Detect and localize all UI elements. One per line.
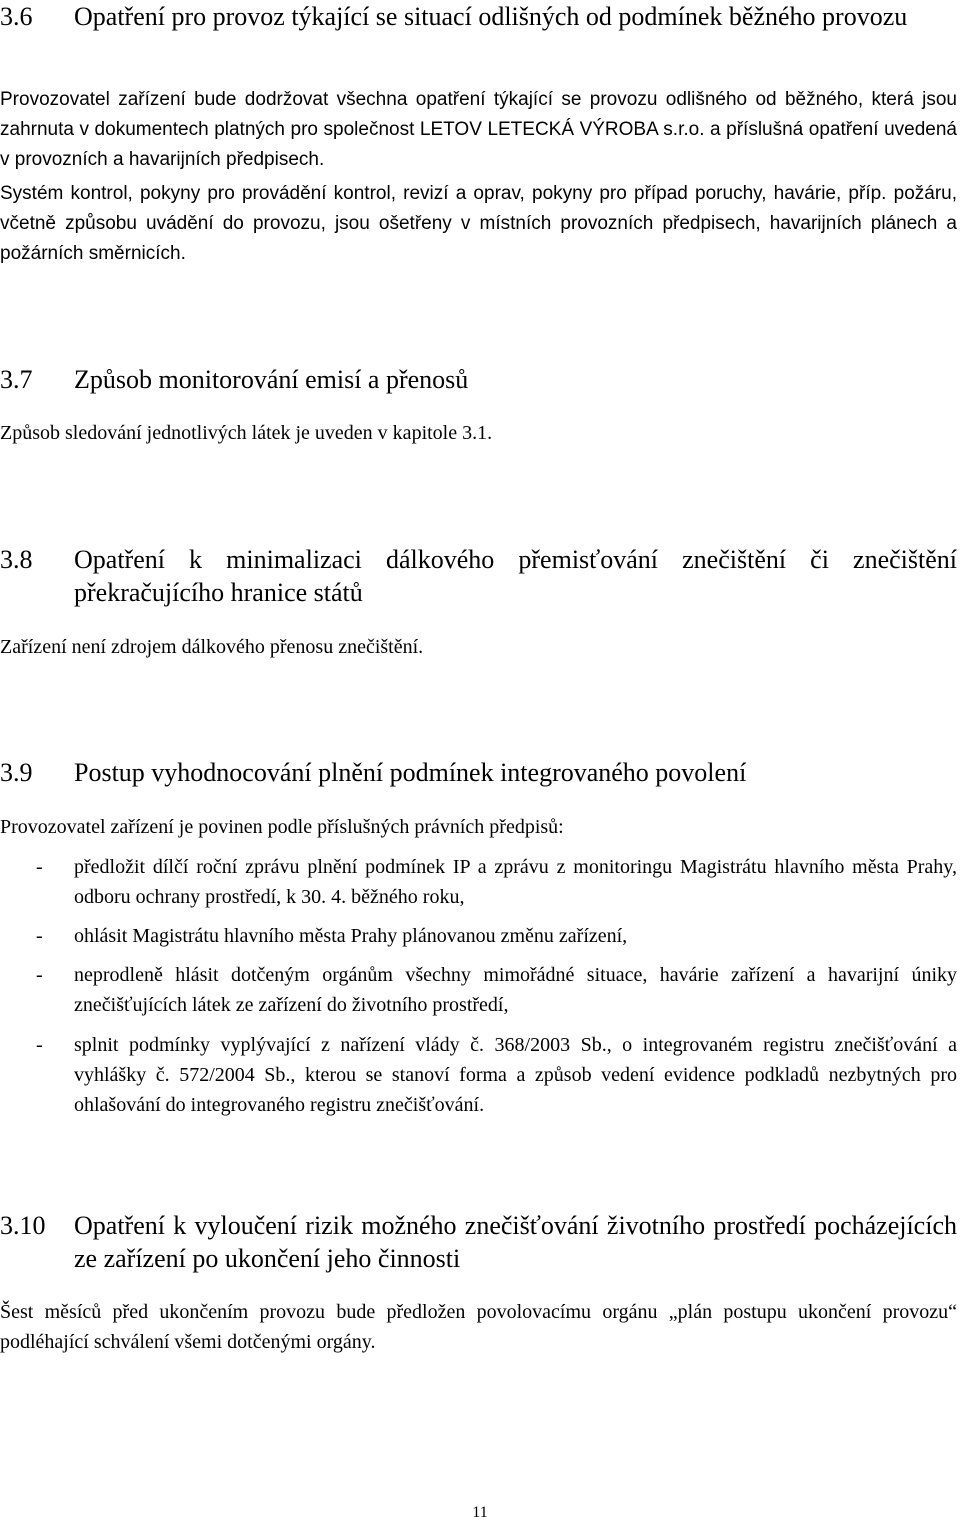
section-3-8-heading	[0, 543, 957, 609]
list-bullet: -	[36, 1034, 43, 1056]
section-3-9-heading	[0, 756, 957, 789]
list-item-text: splnit podmínky vyplývající z nařízení vlády č. 368/2003 Sb., o integrovaném registru znečišťování a vyhlášky č. 572/2004 Sb., kterou se stanoví forma a způsob vedení evidence podkladů nezbytných pro ohlašování do integrovaného registru znečišťování.	[74, 1034, 957, 1116]
section-3-6-paragraph-1: Provozovatel zařízení bude dodržovat všechna opatření týkající se provozu odlišného od běžného, která jsou zahrnuta v dokumentech platných pro společnost LETOV LETECKÁ VÝROBA s.r.o. a příslušná opatření uvedená v provozních a havarijních předpisech.	[0, 89, 957, 170]
list-item	[0, 1030, 957, 1120]
list-bullet: -	[36, 856, 43, 878]
list-bullet: -	[36, 964, 43, 986]
section-3-7-heading	[0, 363, 957, 396]
section-title: Opatření k vyloučení rizik možného znečišťování životního prostředí pocházejících ze zařízení po ukončení jeho činnosti	[74, 1211, 957, 1273]
section-title: Opatření pro provoz týkající se situací odlišných od podmínek běžného provozu	[74, 2, 908, 31]
section-3-10-heading	[0, 1209, 957, 1275]
section-title: Způsob monitorování emisí a přenosů	[74, 365, 469, 394]
section-number: 3.9	[0, 758, 33, 787]
list-item-text: neprodleně hlásit dotčeným orgánům všechny mimořádné situace, havárie zařízení a havarijní úniky znečišťujících látek ze zařízení do životního prostředí,	[74, 964, 957, 1016]
section-3-10-paragraph: Šest měsíců před ukončením provozu bude předložen povolovacímu orgánu „plán postupu ukončení provozu“ podléhající schválení všemi dotčenými orgány.	[0, 1301, 957, 1353]
list-item	[0, 960, 957, 1020]
section-3-6-heading	[0, 0, 957, 33]
section-title: Opatření k minimalizaci dálkového přemisťování znečištění či znečištění překračujícího hranice států	[74, 545, 957, 607]
section-3-6-paragraph-2: Systém kontrol, pokyny pro provádění kontrol, revizí a oprav, pokyny pro případ poruchy, havárie, příp. požáru, včetně způsobu uvádění do provozu, jsou ošetřeny v místních provozních předpisech, havarijních plánech a požárních směrnicích.	[0, 183, 957, 264]
list-item-text: ohlásit Magistrátu hlavního města Prahy plánovanou změnu zařízení,	[74, 925, 628, 947]
section-number: 3.7	[0, 365, 33, 394]
page-number: 11	[472, 1504, 488, 1521]
section-title: Postup vyhodnocování plnění podmínek integrovaného povolení	[74, 758, 747, 787]
section-3-7-paragraph: Způsob sledování jednotlivých látek je uveden v kapitole 3.1.	[0, 422, 493, 444]
section-number: 3.8	[0, 545, 33, 574]
section-3-9-intro: Provozovatel zařízení je povinen podle příslušných právních předpisů:	[0, 816, 564, 838]
list-bullet: -	[36, 925, 43, 947]
list-item	[0, 921, 957, 951]
list-item	[0, 852, 957, 912]
section-number: 3.10	[0, 1211, 46, 1240]
list-item-text: předložit dílčí roční zprávu plnění podmínek IP a zprávu z monitoringu Magistrátu hlavního města Prahy, odboru ochrany prostředí, k 30. 4. běžného roku,	[74, 856, 957, 908]
section-3-8-paragraph: Zařízení není zdrojem dálkového přenosu znečištění.	[0, 636, 424, 658]
section-number: 3.6	[0, 2, 33, 31]
